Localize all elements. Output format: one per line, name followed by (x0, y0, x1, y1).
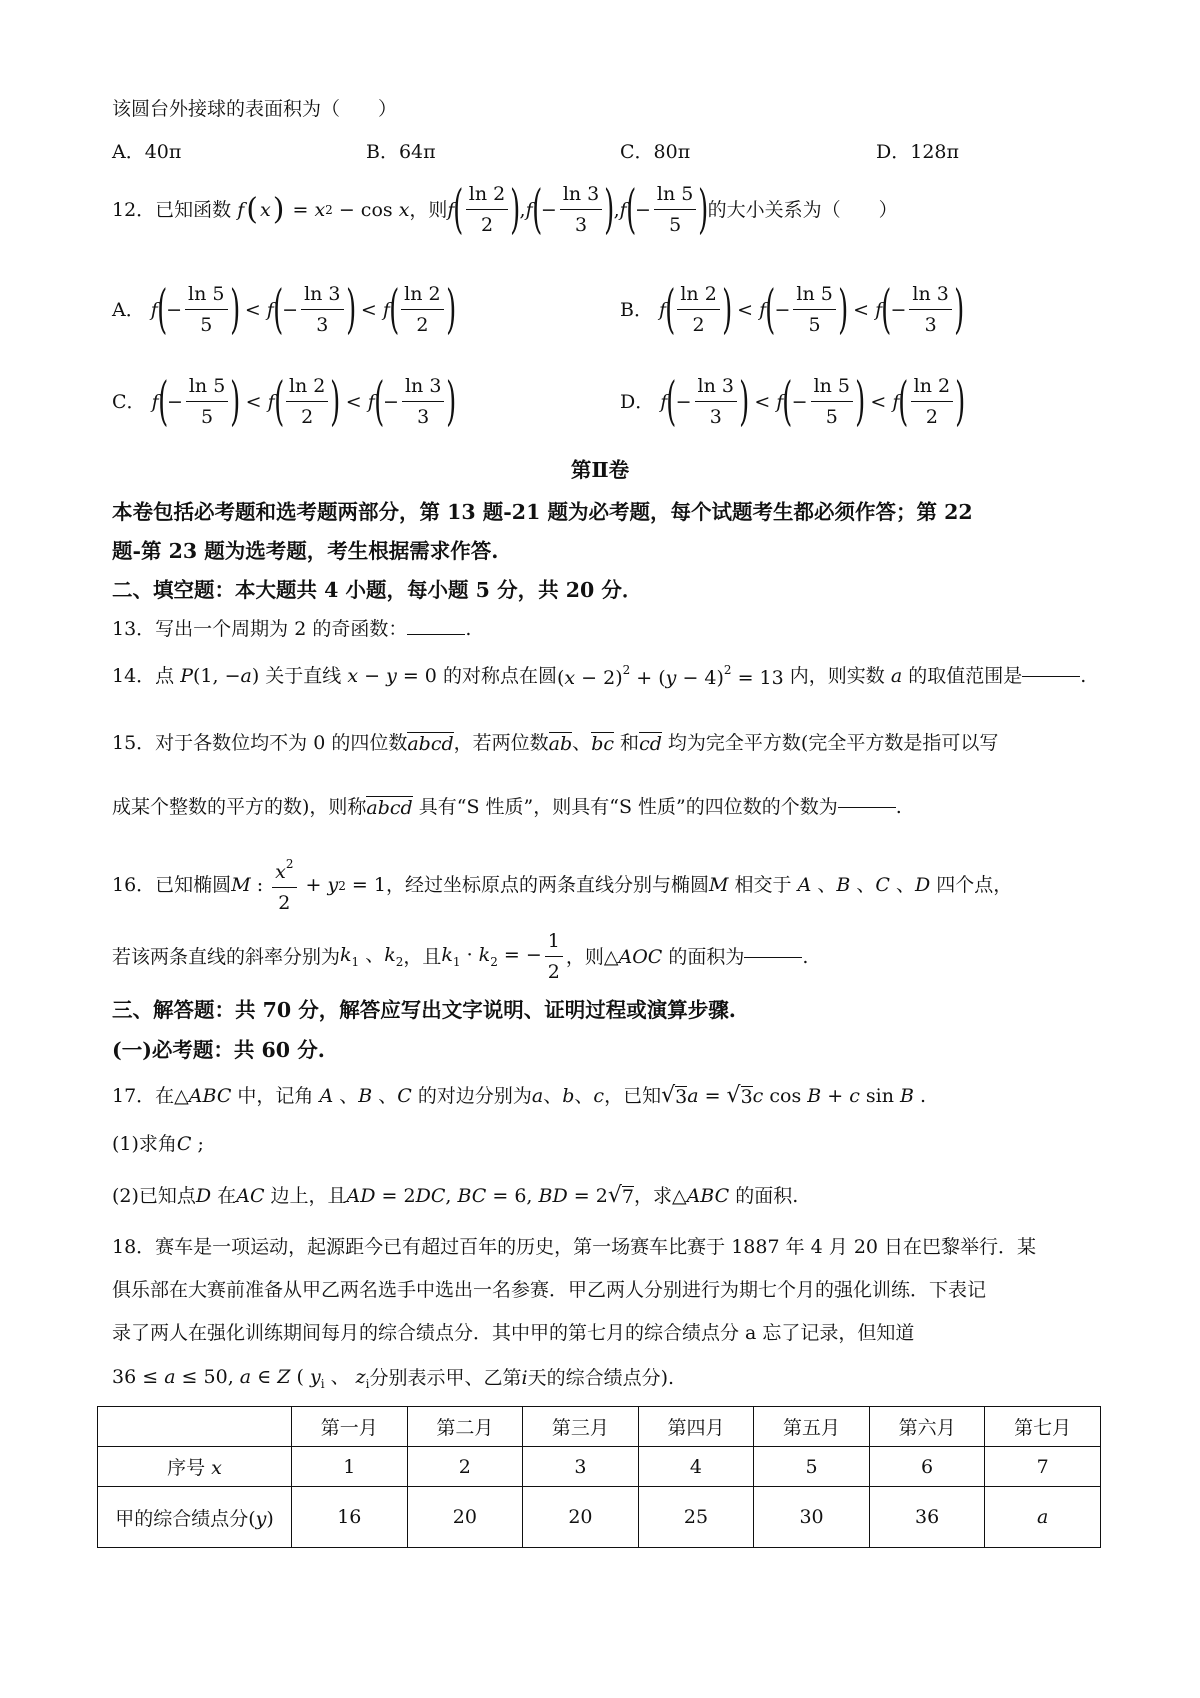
row-label-text: 甲的综合绩点分 (115, 1507, 249, 1530)
q17-line1: 17．在△ ABC 中，记角 A 、B 、C 的对边分别为 a 、 b 、 c ，已知 √ 3 a = √ 3 c cos B + c sin B . (112, 1083, 927, 1108)
q15-text: ，若两位数 (453, 731, 549, 754)
q12-option-b: B． f ( $\frac{\ln 2}{2}$ ) < f ( − $\frac{\ln 5}{5}$ ) < f ( − $\frac{\ln 3}{3}$ ) (620, 280, 965, 340)
table-header-cell: 第二月 (407, 1407, 523, 1447)
q11-option-c: C．80π (620, 141, 691, 163)
table-cell: 4 (638, 1447, 754, 1487)
section2-heading: 二、填空题：本大题共 4 小题，每小题 5 分，共 20 分． (112, 578, 643, 602)
q12-option-a: A． f ( − $\frac{\ln 5}{5}$ ) < f ( − $\frac{\ln 3}{3}$ ) < f ( $\frac{\ln 2}{2}$ ) (112, 280, 456, 340)
table-cell: 20 (523, 1487, 639, 1548)
table-row-label: 甲的综合绩点分(y) (98, 1487, 292, 1548)
q15-line2: 成某个整数的平方的数)，则称 abcd 具有“S 性质”，则具有“S 性质”的四位数的个数为 . (112, 795, 902, 819)
q12-stem (112, 180, 898, 240)
table-cell: 2 (407, 1447, 523, 1487)
q17-text: 17．在△ (112, 1084, 189, 1107)
table-cell: 6 (869, 1447, 985, 1487)
q17-text: (2)已知点 (112, 1184, 196, 1207)
q15-text: 成某个整数的平方的数)，则称 (112, 795, 367, 818)
q14-mid2: 的对称点在圆 (442, 664, 557, 687)
answer-blank (1022, 675, 1080, 677)
table-header-row (98, 1407, 1101, 1447)
table-row-label: 序号 x (98, 1447, 292, 1487)
q16-text: 16．已知椭圆 (112, 874, 232, 896)
scores-table (97, 1406, 1101, 1548)
q16-text: ，经过坐标原点的两条直线分别与椭圆 (385, 874, 709, 896)
table-header-cell (98, 1407, 292, 1447)
option-label: B． (620, 298, 653, 321)
q18-text: 天的综合绩点分). (527, 1367, 675, 1390)
answer-blank (407, 633, 465, 635)
q15-text: 和 (620, 731, 640, 754)
q15-text: 均为完全平方数(完全平方数是指可以写 (667, 731, 999, 754)
q16-text: ，且 (403, 945, 442, 968)
q13: 13．写出一个周期为 2 的奇函数： . (112, 618, 472, 640)
section3-sub: (一)必考题：共 60 分. (112, 1038, 325, 1062)
q12-option-c: C． f ( − $\frac{\ln 5}{5}$ ) < f ( $\frac{\ln 2}{2}$ ) < f ( − $\frac{\ln 3}{3}$ ) (112, 372, 457, 432)
table-cell: 16 (292, 1487, 408, 1548)
q18-line1: 18．赛车是一项运动，起源距今已有超过百年的历史，第一场赛车比赛于 1887 年 4 月 20 日在巴黎举行．某 (112, 1236, 1037, 1258)
q18-line2: 俱乐部在大赛前准备从甲乙两名选手中选出一名参赛．甲乙两人分别进行为期七个月的强化训练．下表记 (112, 1279, 987, 1301)
q14: 14．点 P (1, − a ) 关于直线 x − y = 0 的对称点在圆 $(x - 2)^2 + (y - 4)^2 = 13$ 内，则实数 a 的取值范围是 . (112, 663, 1087, 689)
q12-suffix: 的大小关系为（ ） (707, 198, 898, 221)
option-label: D． (620, 390, 655, 413)
q16-text: 的面积为 (668, 945, 745, 968)
part2-intro-line1: 本卷包括必考题和选考题两部分，第 13 题-21 题为必考题，每个试题考生都必须作答；第 22 (112, 500, 973, 524)
table-cell: 36 (869, 1487, 985, 1548)
table-header-cell: 第五月 (754, 1407, 870, 1447)
q17-part2: (2)已知点 D 在 AC 边上，且 AD = 2DC, BC = 6, BD = 2 √ 7 ，求△ ABC 的面积. (112, 1183, 799, 1208)
q17-text: 中，记角 (237, 1084, 314, 1107)
q15-text: 15．对于各数位均不为 0 的四位数 (112, 731, 408, 754)
part2-intro-line2: 题-第 23 题为选考题，考生根据需求作答. (112, 539, 499, 563)
table-header-cell: 第七月 (985, 1407, 1101, 1447)
q14-prefix: 14．点 (112, 664, 175, 687)
q15-text: 具有“S 性质”，则具有“S 性质”的四位数的个数为 (418, 795, 838, 818)
table-row (98, 1487, 1101, 1548)
table-header-cell: 第六月 (869, 1407, 985, 1447)
table-cell: 3 (523, 1447, 639, 1487)
q18-text: 分别表示甲、乙第 (369, 1367, 522, 1390)
q14-suffix: 的取值范围是 (908, 664, 1023, 687)
q16-text: 若该两条直线的斜率分别为 (112, 945, 341, 968)
q12-then: ，则 (409, 198, 448, 221)
q14-mid1: 关于直线 (265, 664, 342, 687)
q17-text: 边上，且 (270, 1184, 347, 1207)
q11-option-d: D．128π (876, 141, 959, 163)
q12-values: f ( $\frac{\ln 2}{2}$ ) , f ( − $\frac{\ln 3}{3}$ ) , f ( − $\frac{\ln 5}{5}$ ) (447, 180, 709, 240)
table-cell: 20 (407, 1487, 523, 1548)
q16-line1: 16．已知椭圆 M : $\frac{x^2}{2}$ + y 2 = 1 ，经过坐标原点的两条直线分别与椭圆 M 相交于 A 、B 、C 、D 四个点， (112, 857, 1013, 914)
table-header-cell: 第三月 (523, 1407, 639, 1447)
option-label: A． (112, 298, 145, 321)
q16-text: ，则△ (565, 945, 619, 968)
option-label: C． (112, 390, 146, 413)
q17-text: 的对边分别为 (417, 1084, 532, 1107)
table-header-cell: 第四月 (638, 1407, 754, 1447)
table-cell: 5 (754, 1447, 870, 1487)
q15-line1: 15．对于各数位均不为 0 的四位数 abcd ，若两位数 ab 、 bc 和 cd 均为完全平方数(完全平方数是指可以写 (112, 731, 999, 755)
part2-title: 第Ⅱ卷 (570, 458, 630, 482)
q16-text: 四个点， (936, 874, 1013, 896)
q11-option-b: B．64π (366, 141, 436, 163)
q15-text: 、 (572, 731, 592, 754)
q12-option-d: D． f ( − $\frac{\ln 3}{3}$ ) < f ( − $\frac{\ln 5}{5}$ ) < f ( $\frac{\ln 2}{2}$ ) (620, 372, 966, 432)
q18-line3: 录了两人在强化训练期间每月的综合绩点分．其中甲的第七月的综合绩点分 a 忘了记录，但知道 (112, 1322, 915, 1344)
q17-text: 的面积. (735, 1184, 799, 1207)
q16-line2: 若该两条直线的斜率分别为 $k_1$ 、$k_2$ ，且 $k_1 \cdot k_2$ = − $\frac{1}{2}$ ，则△ AOC 的面积为 . (112, 930, 809, 983)
q17-part1: (1)求角 C ; (112, 1133, 204, 1155)
table-header-cell: 第一月 (292, 1407, 408, 1447)
section3-heading: 三、解答题：共 70 分，解答应写出文字说明、证明过程或演算步骤. (112, 998, 736, 1022)
q17-text: (1)求角 (112, 1133, 177, 1155)
table-cell: 30 (754, 1487, 870, 1548)
table-row (98, 1447, 1101, 1487)
q11-stem: 该圆台外接球的表面积为（ ） (112, 98, 398, 120)
q12-number: 12．已知函数 (112, 198, 232, 221)
table-cell: 7 (985, 1447, 1101, 1487)
answer-blank (744, 956, 802, 958)
row-label-text: 序号 (167, 1457, 206, 1479)
table-cell: 25 (638, 1487, 754, 1548)
q17-text: ，已知 (604, 1084, 662, 1107)
table-cell: 1 (292, 1447, 408, 1487)
q16-text: 相交于 (734, 874, 792, 896)
q12-function-def: f ( x ) = x 2 − cos x (237, 192, 410, 227)
q13-text: 13．写出一个周期为 2 的奇函数： (112, 618, 408, 640)
table-cell: a (985, 1487, 1101, 1548)
answer-blank (838, 806, 896, 808)
q17-text: 在 (217, 1184, 237, 1207)
q14-mid3: 内，则实数 (789, 664, 885, 687)
q17-text: ，求△ (633, 1184, 687, 1207)
q18-line4: 36 ≤ a ≤ 50, a ∈ Z ( $y_i$ 、 $z_i$ 分别表示甲、乙第 i 天的综合绩点分). (112, 1366, 675, 1391)
q11-option-a: A．40π (112, 141, 182, 163)
